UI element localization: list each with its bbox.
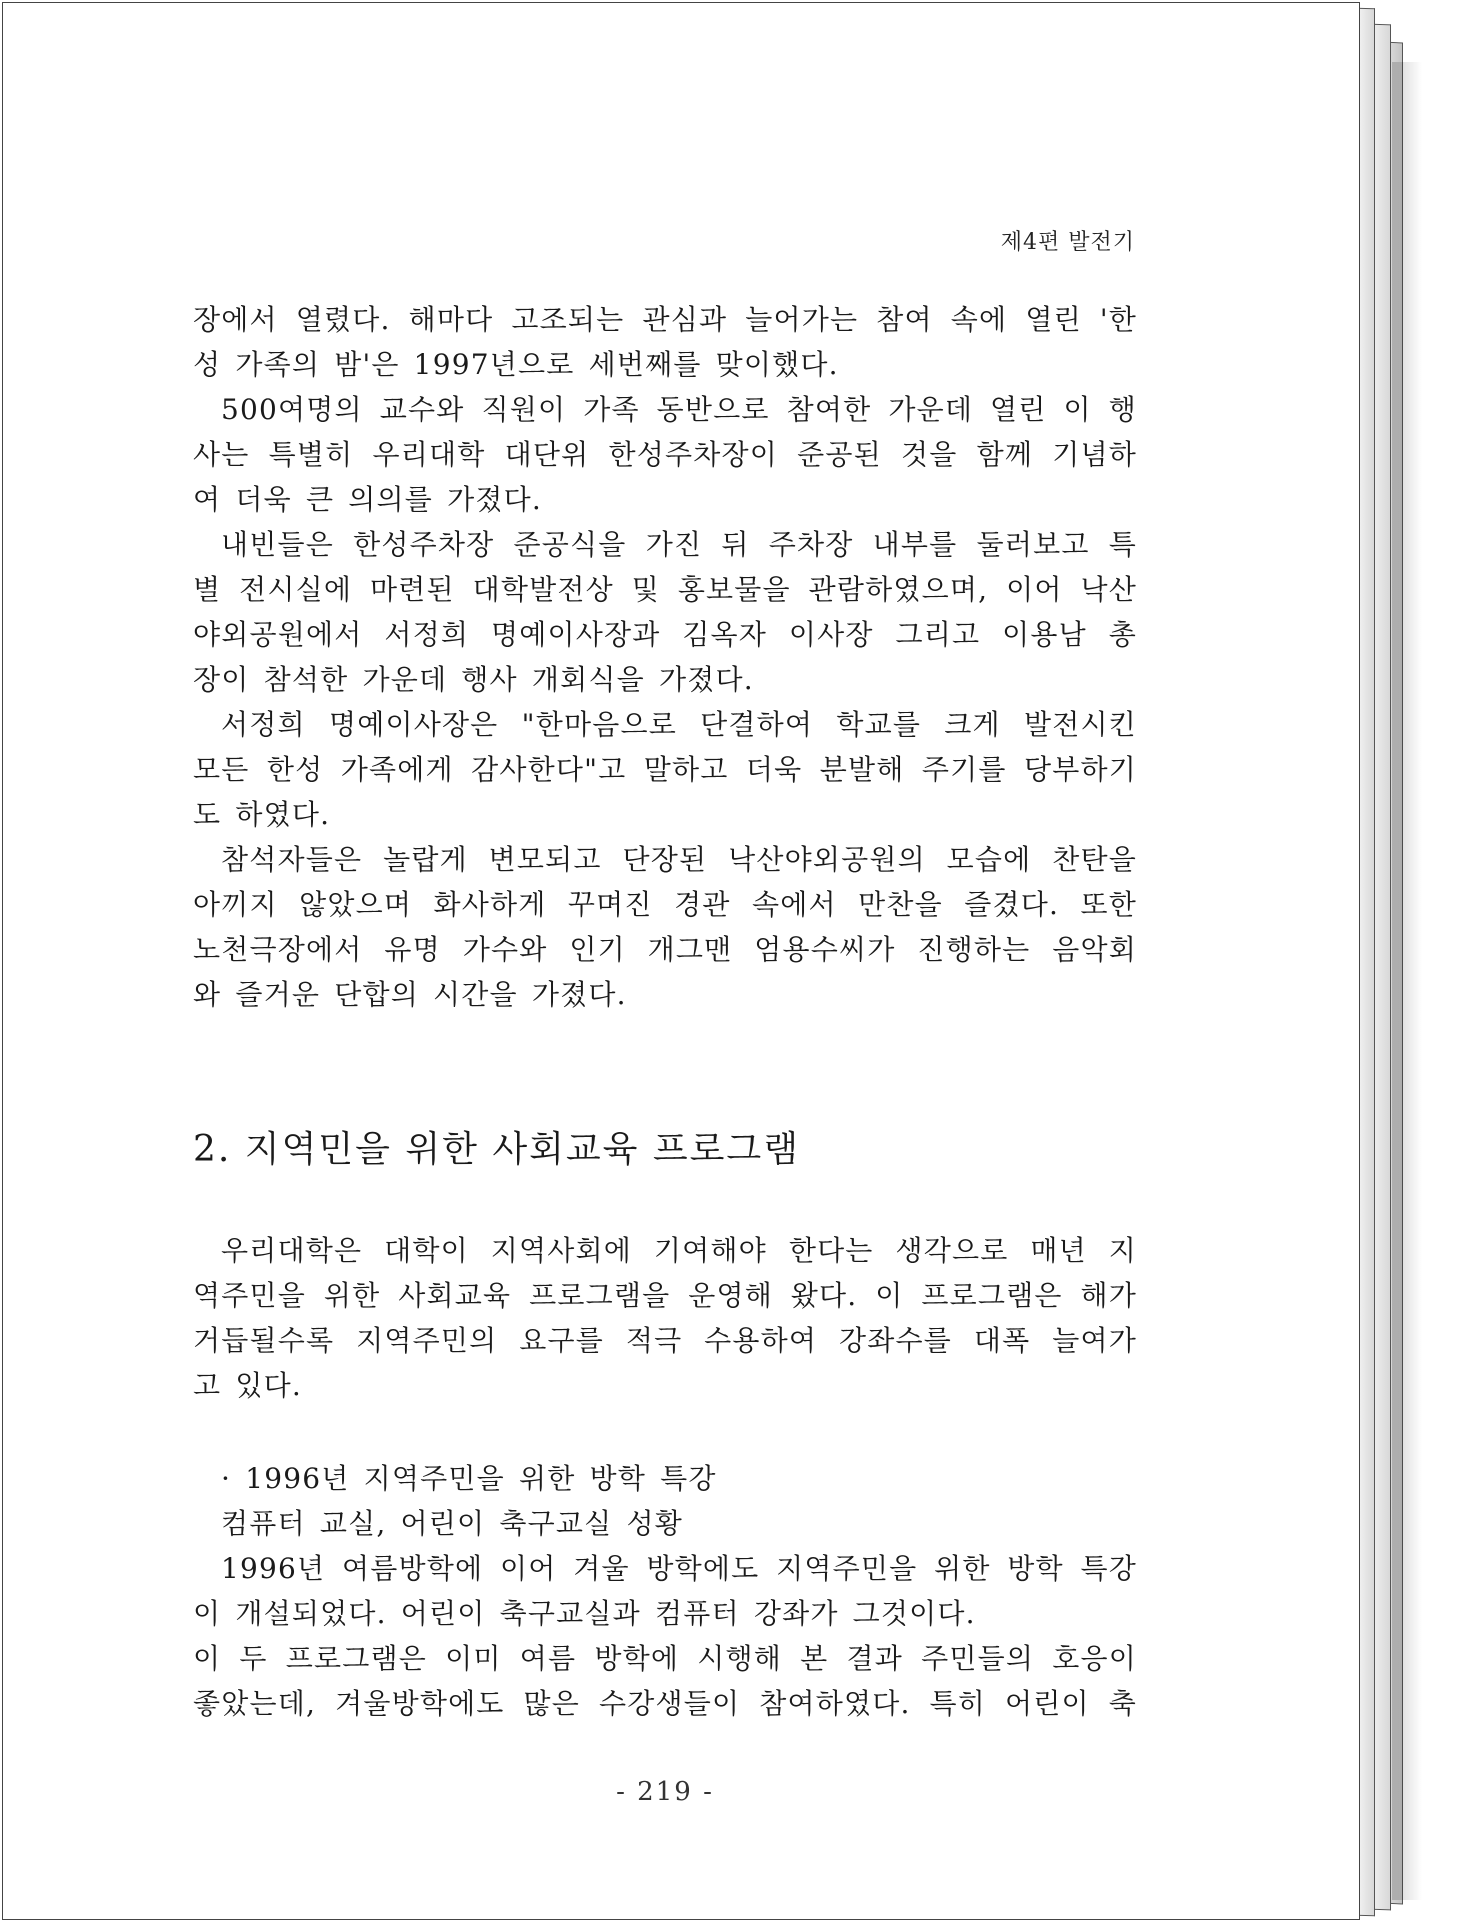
page-stack-edge: [1356, 2, 1426, 1920]
text-line: 성 가족의 밤'은 1997년으로 세번째를 맞이했다.: [193, 348, 839, 381]
text-line: 역주민을 위한 사회교육 프로그램을 운영해 왔다. 이 프로그램은 해가: [193, 1279, 1137, 1312]
text-line: 노천극장에서 유명 가수와 인기 개그맨 엄용수씨가 진행하는 음악회: [193, 933, 1137, 966]
text-line: 이 개설되었다. 어린이 축구교실과 컴퓨터 강좌가 그것이다.: [193, 1597, 976, 1630]
text-line: 장이 참석한 가운데 행사 개회식을 가졌다.: [193, 663, 754, 696]
page-number: - 219 -: [616, 1777, 714, 1807]
text-line: 별 전시실에 마련된 대학발전상 및 홍보물을 관람하였으며, 이어 낙산: [193, 573, 1137, 606]
text-line: 500여명의 교수와 직원이 가족 동반으로 참여한 가운데 열린 이 행: [221, 393, 1137, 426]
subheading-line: · 1996년 지역주민을 위한 방학 특강: [221, 1462, 717, 1495]
text-line: 내빈들은 한성주차장 준공식을 가진 뒤 주차장 내부를 둘러보고 특: [221, 528, 1137, 561]
text-line: 장에서 열렸다. 해마다 고조되는 관심과 늘어가는 참여 속에 열린 '한: [193, 303, 1137, 336]
body-text-block-3: [193, 1456, 1137, 1726]
text-line: 아끼지 않았으며 화사하게 꾸며진 경관 속에서 만찬을 즐겼다. 또한: [193, 888, 1137, 921]
text-line: 야외공원에서 서정희 명예이사장과 김옥자 이사장 그리고 이용남 총: [193, 618, 1137, 651]
subheading-line: 컴퓨터 교실, 어린이 축구교실 성황: [221, 1507, 683, 1540]
text-line: 도 하였다.: [193, 798, 331, 831]
text-line: 서정희 명예이사장은 "한마음으로 단결하여 학교를 크게 발전시킨: [221, 708, 1137, 741]
text-line: 거듭될수록 지역주민의 요구를 적극 수용하여 강좌수를 대폭 늘여가: [193, 1324, 1137, 1357]
body-text-block-2: [193, 1228, 1137, 1408]
book-page: [2, 2, 1360, 1920]
page-edge-shadow: [1392, 62, 1422, 1900]
text-line: 좋았는데, 겨울방학에도 많은 수강생들이 참여하였다. 특히 어린이 축: [193, 1687, 1137, 1720]
text-line: 우리대학은 대학이 지역사회에 기여해야 한다는 생각으로 매년 지: [221, 1234, 1137, 1267]
text-line: 사는 특별히 우리대학 대단위 한성주차장이 준공된 것을 함께 기념하: [193, 438, 1137, 471]
section-title: 2. 지역민을 위한 사회교육 프로그램: [193, 1129, 800, 1170]
text-line: 참석자들은 놀랍게 변모되고 단장된 낙산야외공원의 모습에 찬탄을: [221, 843, 1137, 876]
text-line: 와 즐거운 단합의 시간을 가졌다.: [193, 978, 627, 1011]
text-line: 1996년 여름방학에 이어 겨울 방학에도 지역주민을 위한 방학 특강: [221, 1552, 1137, 1585]
running-head: 제4편 발전기: [1000, 230, 1135, 255]
text-line: 여 더욱 큰 의의를 가졌다.: [193, 483, 542, 516]
text-line: 고 있다.: [193, 1369, 302, 1402]
text-line: 모든 한성 가족에게 감사한다"고 말하고 더욱 분발해 주기를 당부하기: [193, 753, 1137, 786]
text-line: 이 두 프로그램은 이미 여름 방학에 시행해 본 결과 주민들의 호응이: [193, 1642, 1137, 1675]
body-text-block-1: [193, 297, 1137, 1017]
